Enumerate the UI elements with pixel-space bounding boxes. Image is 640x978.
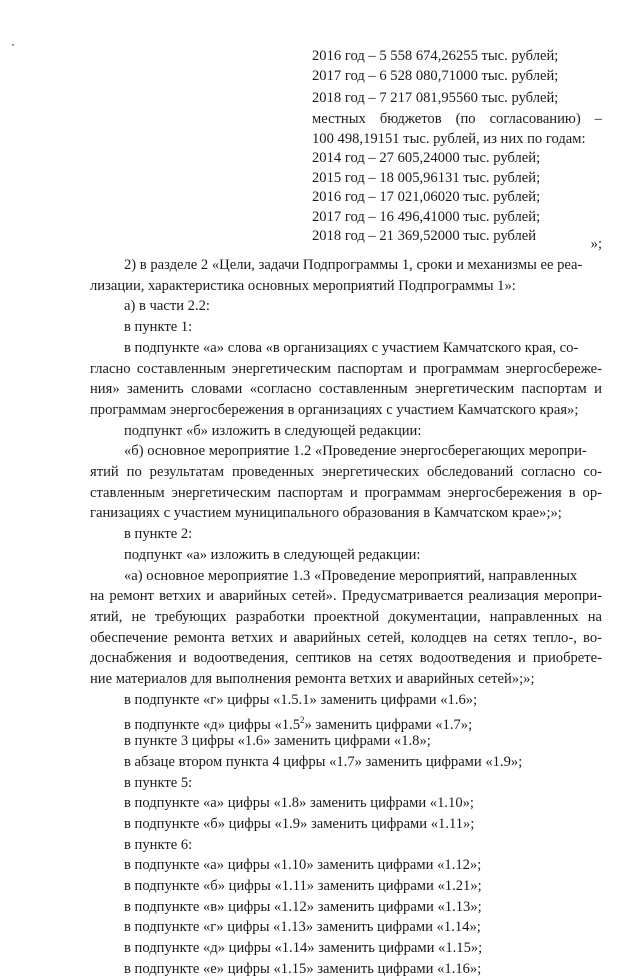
- paragraph-line: в подпункте «г» цифры «1.13» заменить цифрами «1.14»;: [124, 919, 481, 935]
- paragraph-line: лизации, характеристика основных мероприятий Подпрограммы 1»:: [90, 278, 516, 294]
- funding-line: 2018 год – 21 369,52000 тыс. рублей: [312, 228, 537, 244]
- funding-line: 2017 год – 16 496,41000 тыс. рублей;: [312, 209, 541, 225]
- funding-line: 2014 год – 27 605,24000 тыс. рублей;: [312, 150, 541, 166]
- paragraph-line: [124, 712, 472, 734]
- paragraph-line: 2) в разделе 2 «Цели, задачи Подпрограммы 1, сроки и механизмы ее реа-: [124, 257, 583, 273]
- paragraph-line: доснабжения и водоотведения, септиков на сетях водоотведения и приобрете-: [90, 650, 602, 666]
- paragraph-line: в пункте 5:: [124, 775, 193, 791]
- paragraph-line: в пункте 6:: [124, 837, 193, 853]
- paragraph-line: «а) основное мероприятие 1.3 «Проведение мероприятий, направленных: [124, 568, 578, 584]
- scan-speck: [12, 44, 14, 46]
- paragraph-line: в подпункте «д» цифры «1.14» заменить цифрами «1.15»;: [124, 940, 483, 956]
- text-part: в подпункте «д» цифры «1.5: [124, 716, 301, 733]
- closing-quote: »;: [590, 236, 602, 252]
- paragraph-line: в подпункте «в» цифры «1.12» заменить цифрами «1.13»;: [124, 899, 482, 915]
- paragraph-line: в подпункте «а» цифры «1.8» заменить цифрами «1.10»;: [124, 795, 474, 811]
- paragraph-line: в подпункте «а» цифры «1.10» заменить цифрами «1.12»;: [124, 857, 482, 873]
- paragraph-line: в подпункте «е» цифры «1.15» заменить цифрами «1.16»;: [124, 961, 482, 977]
- paragraph-line: ние материалов для выполнения ремонта ветхих и аварийных сетей»;»;: [90, 671, 535, 687]
- paragraph-line: ставленным энергетическим паспортам и программам энергосбережения в ор-: [90, 485, 602, 501]
- paragraph-line: в пункте 3 цифры «1.6» заменить цифрами «1.8»;: [124, 733, 431, 749]
- funding-line: 100 498,19151 тыс. рублей, из них по годам:: [312, 131, 586, 147]
- paragraph-line: ния» заменить словами «согласно составленным энергетическим паспортам и: [90, 381, 602, 397]
- funding-line: 2015 год – 18 005,96131 тыс. рублей;: [312, 170, 541, 186]
- funding-line: 2017 год – 6 528 080,71000 тыс. рублей;: [312, 68, 559, 84]
- paragraph-line: подпункт «б» изложить в следующей редакции:: [124, 423, 422, 439]
- paragraph-line: программам энергосбережения в организациях с участием Камчатского края»;: [90, 402, 579, 418]
- paragraph-line: а) в части 2.2:: [124, 298, 210, 314]
- paragraph-line: в подпункте «г» цифры «1.5.1» заменить цифрами «1.6»;: [124, 692, 478, 708]
- paragraph-line: гласно составленным энергетическим паспортам и программам энергосбереже-: [90, 361, 602, 377]
- paragraph-line: подпункт «а» изложить в следующей редакции:: [124, 547, 421, 563]
- paragraph-line: в подпункте «б» цифры «1.9» заменить цифрами «1.11»;: [124, 816, 475, 832]
- paragraph-line: ганизациях с участием муниципального образования в Камчатском крае»;»;: [90, 505, 562, 521]
- paragraph-line: ятий, не требующих разработки проектной документации, направленных на: [90, 609, 602, 625]
- paragraph-line: ятий по результатам проведенных энергетических обследований согласно со-: [90, 464, 602, 480]
- paragraph-line: на ремонт ветхих и аварийных сетей». Предусматривается реализация меропри-: [90, 588, 602, 604]
- superscript: 2: [300, 715, 305, 725]
- paragraph-line: в подпункте «а» слова «в организациях с участием Камчатского края, со-: [124, 340, 579, 356]
- text-part: » заменить цифрами «1.7»;: [304, 716, 473, 733]
- funding-line: 2016 год – 5 558 674,26255 тыс. рублей;: [312, 48, 559, 64]
- paragraph-line: в пункте 1:: [124, 319, 193, 335]
- paragraph-line: в пункте 2:: [124, 526, 193, 542]
- funding-line: местных бюджетов (по согласованию) –: [312, 111, 602, 127]
- paragraph-line: обеспечение ремонта ветхих и аварийных сетей, колодцев на сетях тепло-, во-: [90, 630, 602, 646]
- paragraph-line: в подпункте «б» цифры «1.11» заменить цифрами «1.21»;: [124, 878, 482, 894]
- paragraph-line: «б) основное мероприятие 1.2 «Проведение энергосберегающих меропри-: [124, 443, 587, 459]
- paragraph-line: в абзаце втором пункта 4 цифры «1.7» заменить цифрами «1.9»;: [124, 754, 523, 770]
- funding-line: 2018 год – 7 217 081,95560 тыс. рублей;: [312, 90, 559, 106]
- funding-line: 2016 год – 17 021,06020 тыс. рублей;: [312, 189, 541, 205]
